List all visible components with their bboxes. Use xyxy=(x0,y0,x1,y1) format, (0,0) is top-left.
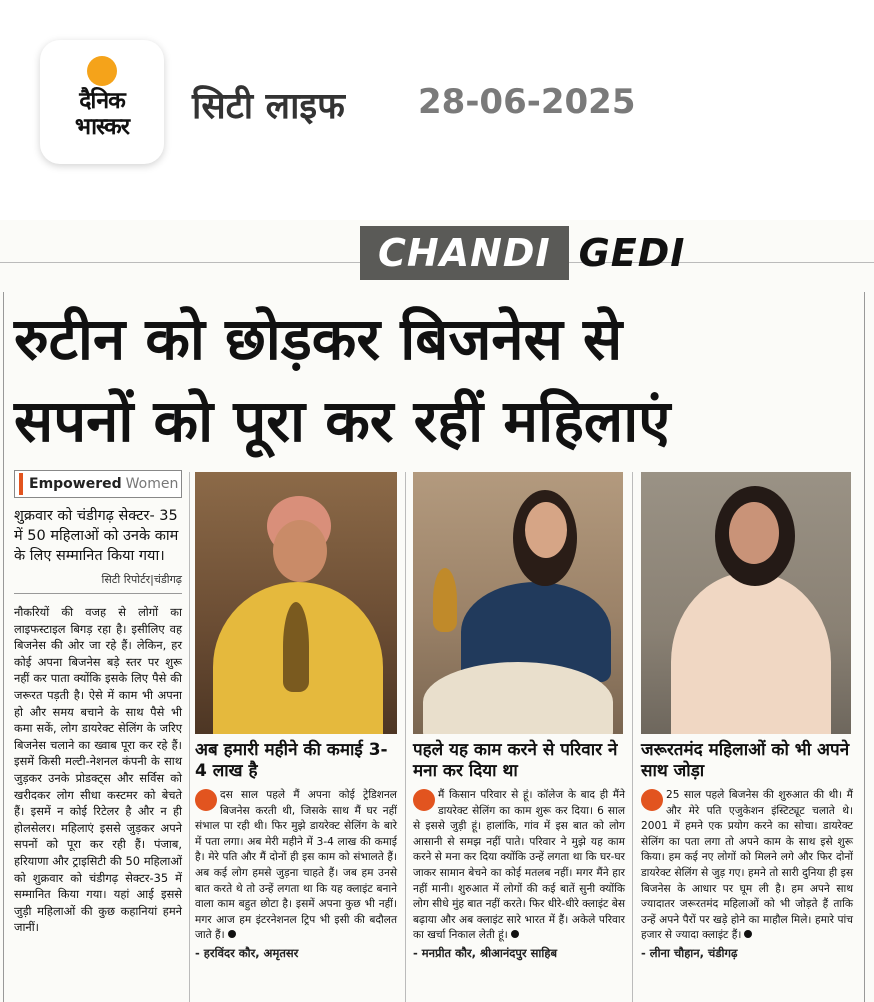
article-2 xyxy=(413,740,625,961)
article-body xyxy=(413,788,625,944)
article-signature: - हरविंदर कौर, अमृतसर xyxy=(195,945,299,960)
column-divider xyxy=(632,472,633,1002)
column-divider xyxy=(405,472,406,1002)
newspaper-page xyxy=(0,220,874,1002)
section-banner xyxy=(360,226,695,280)
article-body-text: मैं किसान परिवार से हूं। कॉलेज के बाद ही मैंने डायरेक्ट सेलिंग का काम शुरू कर दिया। 6 साल से इससे जुड़ी हूं। हालांकि, गांव में इस बात को लोग आसानी से समझ नहीं पाते। परिवार ने मुझे यह काम करने से मना कर दिया क्योंकि उन्हें लगता था कि घर-घर जाकर सामान बेचने का कोई मतलब नहीं। मगर मैंने हार नहीं मानी। शुरुआत में लोगों की कई बातें सुनी क्योंकि लोग सीधे मुंह बात नहीं करते। फिर धीरे-धीरे क्लाइंट बेस बढ़ाया और अब क्लाइंट सारे भारत में हैं। अकेले परिवार का खर्चा निकाल लेती हूं। xyxy=(413,789,625,942)
logo-line-2: भास्कर xyxy=(74,114,130,140)
sidebar-column xyxy=(14,470,182,936)
figure-face xyxy=(273,520,327,582)
category-tag xyxy=(14,470,182,498)
article-body xyxy=(195,788,397,944)
figure-body xyxy=(671,572,831,734)
publisher-logo[interactable] xyxy=(40,40,164,164)
bullet-dot-icon xyxy=(413,789,435,811)
photo-harvinder-kaur xyxy=(195,472,397,734)
tag-word-b: Women xyxy=(125,476,179,492)
frame-right-rule xyxy=(864,292,865,1002)
lede-divider xyxy=(14,593,182,594)
figure-face xyxy=(525,502,567,558)
end-mark-icon xyxy=(228,930,236,938)
figure-skirt xyxy=(423,662,613,734)
article-heading: जरूरतमंद महिलाओं को भी अपने साथ जोड़ा xyxy=(641,740,850,781)
end-mark-icon xyxy=(744,930,752,938)
article-heading: पहले यह काम करने से परिवार ने मना कर दिया था xyxy=(413,740,618,781)
article-heading: अब हमारी महीने की कमाई 3-4 लाख है xyxy=(195,740,388,781)
app-header xyxy=(0,0,874,220)
tag-word-a: Empowered xyxy=(29,476,122,492)
column-divider xyxy=(189,472,190,1002)
article-body-text: 25 साल पहले बिजनेस की शुरुआत की थी। मैं और मेरे पति एजुकेशन इंस्टिट्यूट चलाते थे। 2001 में हमने एक प्रयोग करने का सोचा। डायरेक्ट सेलिंग का पता लगा तो अपने काम के साथ इसे शुरू किया। हम कई नए लोगों को मिलने लगे और फिर दोनों डायरेक्ट सेलिंग से जुड़ गए। हमने तो सारी दुनिया ही इस बिजनेस के आधार पर घूम ली है। हम अपने साथ ज्यादातर जरूरतमंद महिलाओं को भी जोड़ते हैं ताकि उन्हें अपने पैरों पर खड़े होने का माहौल मिले। हमारे पांच हजार से ज्यादा क्लाइंट हैं। xyxy=(641,789,853,942)
trophy-icon xyxy=(283,602,309,692)
article-body-text: दस साल पहले मैं अपना कोई ट्रेडिशनल बिजनेस करती थी, जिसके साथ मैं घर नहीं संभाल पा रही थी। फिर मुझे डायरेक्ट सेलिंग के बारे में पता लगा। अब मेरी महीने में 3-4 लाख की कमाई है। मेरे पति और मैं दोनों ही इस काम को संभालते हैं। अब कई लोग हमसे जुड़ना चाहते हैं। जब हम उनसे बात करते थे तो उन्हें लगता था कि यह क्लाइंट बनाने वाला काम बहुत छोटा है। इसमें अपना कुछ भी नहीं। मगर आज हम इंटरनेशनल ट्रिप भी इसी की बदौलत जाते हैं। xyxy=(195,789,397,942)
end-mark-icon xyxy=(511,930,519,938)
trophy-icon xyxy=(433,568,457,632)
section-banner-part-a: CHANDI xyxy=(360,226,569,280)
sun-logo-icon xyxy=(87,56,117,86)
photo-leena-chauhan xyxy=(641,472,851,734)
logo-line-1: दैनिक xyxy=(79,88,125,114)
bullet-dot-icon xyxy=(195,789,217,811)
figure-face xyxy=(729,502,779,564)
section-banner-part-b: GEDI xyxy=(578,231,686,275)
photo-manpreet-kaur xyxy=(413,472,623,734)
article-1 xyxy=(195,740,397,961)
bullet-dot-icon xyxy=(641,789,663,811)
edition-date: 28-06-2025 xyxy=(418,82,636,122)
headline-line-1: रुटीन को छोड़कर बिजनेस से xyxy=(14,305,623,373)
article-body xyxy=(641,788,853,944)
frame-left-rule xyxy=(3,292,4,1002)
headline-line-2: सपनों को पूरा कर रहीं महिलाएं xyxy=(14,387,671,455)
sidebar-body-text: नौकरियों की वजह से लोगों का लाइफस्टाइल बिगड़ रहा है। इसीलिए वह बिजनेस की ओर जा रहे हैं। लेकिन, हर कोई अपना बिजनेस बड़े स्तर पर शुरू नहीं कर पाता क्योंकि इसके लिए पैसे की जरूरत पड़ती है। ऐसे में काम भी अपना हो और समय बचाने के साथ पैसे भी कमा सकें, लोग डायरेक्ट सेलिंग के जरिए बिजनेस चलाने का ख्वाब पूरा कर रहे हैं। इसमें किसी मल्टी-नेशनल कंपनी के साथ जुड़कर उनके प्रोडक्ट्स और सर्विस को खरीदकर लोग सीधा कस्टमर को बेचते हैं। इसमें न कोई रिटेलर है और न ही होलसेलर। महिलाएं इससे जुड़कर अपने सपनों को पूरा कर रही हैं। पंजाब, हरियाणा और ट्राइसिटी की 50 महिलाओं को शुक्रवार को चंडीगढ़ सेक्टर-35 में सम्मानित किया गया। यहां आई इससे जुड़ी महिलाओं की कुछ कहानियां हमने जानीं। xyxy=(14,605,182,935)
byline: सिटी रिपोर्टर|चंडीगढ़ xyxy=(101,573,182,586)
tag-accent-bar xyxy=(19,473,23,495)
lede-text: शुक्रवार को चंडीगढ़ सेक्टर- 35 में 50 महिलाओं को उनके काम के लिए सम्मानित किया गया। xyxy=(14,508,179,564)
article-3 xyxy=(641,740,853,961)
edition-title: सिटी लाइफ xyxy=(192,86,345,127)
article-signature: - लीना चौहान, चंडीगढ़ xyxy=(641,945,738,960)
article-signature: - मनप्रीत कौर, श्रीआनंदपुर साहिब xyxy=(413,945,558,960)
